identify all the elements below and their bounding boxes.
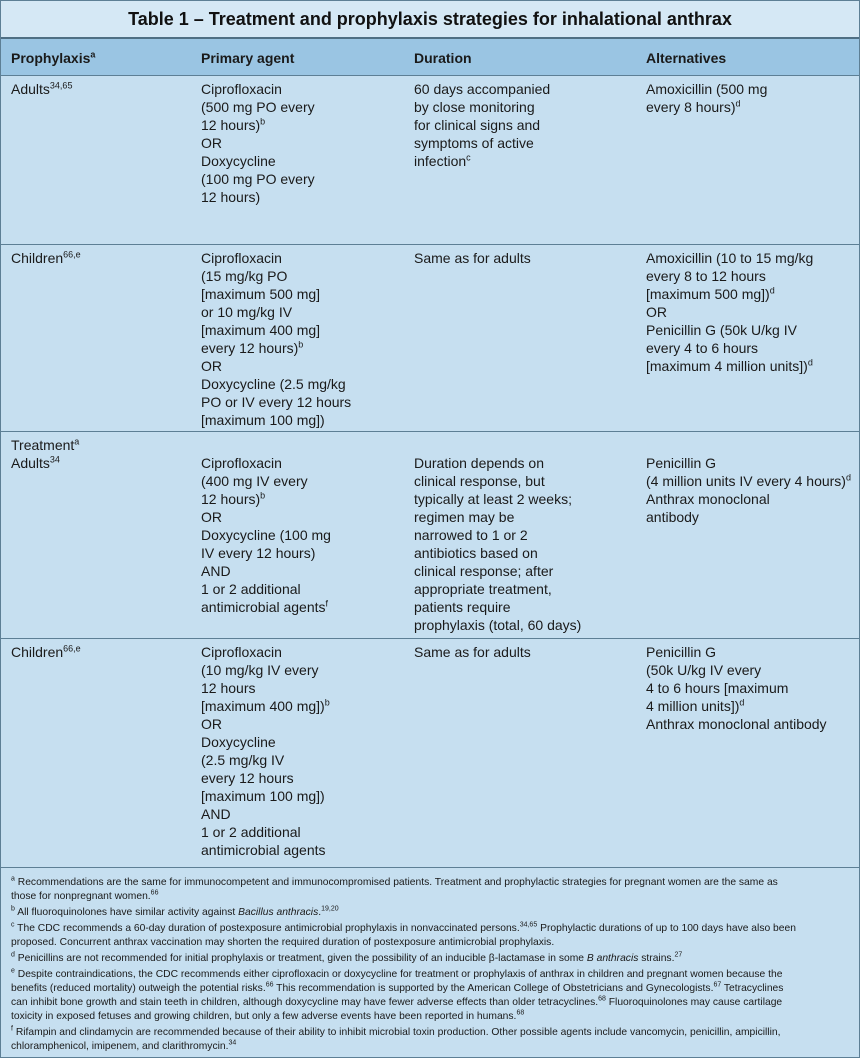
alternatives-line: (50k U/kg IV every (646, 662, 762, 678)
duration-cell (414, 643, 634, 661)
footnote-text: All fluoroquinolones have similar activity against (14, 907, 239, 918)
alternatives-sup: d (735, 98, 741, 109)
primary-line: OR (201, 358, 222, 374)
footnote-ref: 34 (228, 1039, 237, 1047)
primary-line: (2.5 mg/kg IV (201, 752, 285, 768)
primary-line-text: every 12 hours) (201, 340, 299, 356)
header-prophylaxis-sup: a (90, 49, 96, 60)
duration-line: prophylaxis (total, 60 days) (414, 617, 582, 633)
duration-line: patients require (414, 599, 511, 615)
primary-line: Doxycycline (2.5 mg/kg (201, 376, 346, 392)
primary-line: every 12 hours (201, 770, 294, 786)
row-group-sup: 34 (49, 454, 60, 465)
primary-line: [maximum 500 mg] (201, 286, 321, 302)
footnote-line (11, 952, 849, 966)
footnote-italic: B anthracis (586, 953, 639, 964)
primary-line: antimicrobial agents (201, 842, 326, 858)
duration-line: by close monitoring (414, 99, 535, 115)
primary-agent-cell (201, 80, 401, 206)
footnote-line (11, 982, 849, 996)
primary-line: [maximum 400 mg] (201, 322, 321, 338)
primary-line-text: 12 hours) (201, 491, 261, 507)
section-heading-sup: a (74, 436, 80, 447)
primary-line (201, 339, 401, 357)
primary-sup: b (298, 339, 304, 350)
alternatives-cell (646, 249, 851, 375)
duration-line: 60 days accompanied (414, 81, 551, 97)
footnote-d (11, 952, 849, 966)
table-row (1, 76, 859, 245)
alternatives-line-text: every 8 hours) (646, 99, 736, 115)
primary-sup: f (325, 598, 329, 609)
footnote-mark: a (11, 875, 15, 883)
footnote-text: Despite contraindications, the CDC recommends either ciprofloxacin or doxycycline for treatment or prophylaxis of anthrax in children and pregnant women because the (14, 969, 783, 980)
primary-line: [maximum 100 mg]) (201, 788, 325, 804)
primary-line: (500 mg PO every (201, 99, 315, 115)
footnote-ref: 68 (598, 995, 606, 1003)
primary-line: or 10 mg/kg IV (201, 304, 293, 320)
primary-line: IV every 12 hours) (201, 545, 316, 561)
duration-cell (414, 454, 634, 634)
alternatives-line: Amoxicillin (10 to 15 mg/kg (646, 250, 814, 266)
footnote-text: those for nonpregnant women. (11, 891, 151, 902)
duration-line: narrowed to 1 or 2 (414, 527, 528, 543)
footnote-mark: d (11, 951, 15, 959)
row-group (11, 249, 191, 267)
footnote-f (11, 1026, 849, 1054)
section-heading-label: Treatment (11, 437, 75, 453)
footnote-line (11, 1040, 849, 1054)
duration-line: regimen may be (414, 509, 515, 525)
duration-line: Same as for adults (414, 644, 531, 660)
footnote-text: Tetracyclines (721, 983, 784, 994)
duration-line (414, 152, 634, 170)
footnote-ref: 66 (265, 981, 274, 989)
footnote-text: Rifampin and clindamycin are recommended because of their ability to inhibit microbial toxin production. Other possible agents include vancomycin, penicillin, ampicillin, (12, 1027, 781, 1038)
footnote-line (11, 1010, 849, 1024)
footnote-text: toxicity in exposed fetuses and growing children, but only a few adverse events have been reported in humans. (11, 1011, 517, 1022)
duration-line: clinical response, but (414, 473, 545, 489)
alternatives-line: every 8 to 12 hours (646, 268, 766, 284)
footnote-ref: 66 (150, 889, 159, 897)
primary-line: 1 or 2 additional (201, 581, 301, 597)
primary-line (201, 116, 401, 134)
section-heading (11, 436, 191, 454)
primary-line: Ciprofloxacin (201, 644, 282, 660)
footnote-text: The CDC recommends a 60-day duration of postexposure antimicrobial prophylaxis in nonvaccinated persons. (14, 923, 520, 934)
row-group-label: Children (11, 644, 64, 660)
footnotes (1, 868, 859, 1054)
table-row (1, 245, 859, 432)
primary-line: Doxycycline (201, 153, 276, 169)
footnote-a (11, 876, 849, 904)
primary-line (201, 598, 401, 616)
duration-line: Duration depends on (414, 455, 544, 471)
header-primary-agent: Primary agent (201, 50, 295, 66)
footnote-ref: 27 (674, 951, 683, 959)
alternatives-line-text: [maximum 4 million units]) (646, 358, 808, 374)
primary-line-text: [maximum 400 mg]) (201, 698, 325, 714)
footnote-mark: f (11, 1025, 13, 1033)
footnote-line (11, 922, 849, 936)
footnote-text: Recommendations are the same for immunocompetent and immunocompromised patients. Treatment and prophylactic strategies for pregnant women are the same as (14, 877, 778, 888)
header-alternatives: Alternatives (646, 50, 727, 66)
footnote-line (11, 968, 849, 982)
primary-line (201, 490, 401, 508)
primary-line: Ciprofloxacin (201, 81, 282, 97)
primary-line (201, 697, 401, 715)
alternatives-line: Anthrax monoclonal (646, 491, 770, 507)
alternatives-line: Penicillin G (646, 644, 717, 660)
duration-sup: c (466, 152, 471, 163)
footnote-line (11, 996, 849, 1010)
primary-line-text: 12 hours) (201, 117, 261, 133)
primary-line: (100 mg PO every (201, 171, 315, 187)
duration-cell (414, 249, 634, 267)
primary-agent-cell (201, 643, 401, 859)
alternatives-line: OR (646, 304, 667, 320)
footnote-text: Fluoroquinolones may cause cartilage (605, 997, 783, 1008)
primary-line: Ciprofloxacin (201, 455, 282, 471)
footnote-ref: 68 (516, 1009, 525, 1017)
footnote-text: benefits (reduced mortality) outweigh the potential risks. (11, 983, 266, 994)
alternatives-sup: d (807, 357, 813, 368)
footnote-line (11, 906, 849, 920)
alternatives-sup: d (769, 285, 775, 296)
primary-line-text: antimicrobial agents (201, 599, 326, 615)
primary-line: Ciprofloxacin (201, 250, 282, 266)
footnote-c (11, 922, 849, 950)
primary-sup: b (260, 116, 266, 127)
duration-line: typically at least 2 weeks; (414, 491, 572, 507)
footnote-text: . (318, 907, 322, 918)
alternatives-line (646, 472, 851, 490)
alternatives-line: every 4 to 6 hours (646, 340, 759, 356)
footnote-text: Penicillins are not recommended for initial prophylaxis or treatment, given the possibility of an inducible β-lactamase in some (14, 953, 587, 964)
header-prophylaxis (11, 49, 191, 67)
alternatives-line-text: (4 million units IV every 4 hours) (646, 473, 846, 489)
primary-agent-cell (201, 454, 401, 616)
footnote-ref: 19,20 (321, 905, 339, 913)
footnote-ref: 67 (713, 981, 722, 989)
primary-line: (400 mg IV every (201, 473, 308, 489)
alternatives-line: 4 to 6 hours [maximum (646, 680, 789, 696)
footnote-ref: 34,65 (519, 921, 538, 929)
footnote-line (11, 1026, 849, 1040)
alternatives-line (646, 357, 851, 375)
header-row (1, 39, 859, 76)
table-row (1, 639, 859, 868)
alternatives-line (646, 285, 851, 303)
primary-line: OR (201, 716, 222, 732)
alternatives-cell (646, 643, 851, 733)
footnote-e (11, 968, 849, 1024)
duration-line: symptoms of active (414, 135, 534, 151)
primary-line: (15 mg/kg PO (201, 268, 288, 284)
row-group-label: Children (11, 250, 64, 266)
alternatives-line: Anthrax monoclonal antibody (646, 716, 827, 732)
alternatives-line: antibody (646, 509, 699, 525)
duration-line: for clinical signs and (414, 117, 541, 133)
footnote-text: chloramphenicol, imipenem, and clarithromycin. (11, 1041, 229, 1052)
alternatives-sup: d (739, 697, 745, 708)
footnote-line (11, 890, 849, 904)
primary-line: 1 or 2 additional (201, 824, 301, 840)
primary-agent-cell (201, 249, 401, 429)
table-row (1, 432, 859, 639)
primary-sup: b (324, 697, 330, 708)
footnote-text: proposed. Concurrent anthrax vaccination may shorten the required duration of postexposure antimicrobial prophylaxis. (11, 937, 555, 948)
row-group (11, 436, 191, 472)
header-duration: Duration (414, 50, 472, 66)
alternatives-line: Amoxicillin (500 mg (646, 81, 768, 97)
primary-line: [maximum 100 mg]) (201, 412, 325, 428)
footnote-mark: c (11, 921, 15, 929)
row-group (11, 643, 191, 661)
primary-line: AND (201, 563, 231, 579)
primary-line: OR (201, 509, 222, 525)
footnote-mark: e (11, 967, 15, 975)
footnote-text: This recommendation is supported by the American College of Obstetricians and Gynecologists. (273, 983, 714, 994)
duration-line: antibiotics based on (414, 545, 538, 561)
alternatives-line-text: [maximum 500 mg]) (646, 286, 770, 302)
footnote-text: Prophylactic durations of up to 100 days have also been (537, 923, 796, 934)
footnote-italic: Bacillus anthracis (238, 907, 319, 918)
primary-line: Doxycycline (201, 734, 276, 750)
footnote-text: can inhibit bone growth and stain teeth in children, although doxycycline may have fewer adverse effects than older tetracyclines. (11, 997, 599, 1008)
primary-line: PO or IV every 12 hours (201, 394, 352, 410)
footnote-line (11, 876, 849, 890)
alternatives-line: Penicillin G (50k U/kg IV (646, 322, 797, 338)
table-title: Table 1 – Treatment and prophylaxis strategies for inhalational anthrax (1, 1, 859, 39)
primary-line: (10 mg/kg IV every (201, 662, 319, 678)
alternatives-line-text: 4 million units]) (646, 698, 740, 714)
duration-line: appropriate treatment, (414, 581, 552, 597)
footnote-text: strains. (638, 953, 675, 964)
duration-cell (414, 80, 634, 170)
row-group-sup: 66,e (63, 249, 81, 260)
footnote-mark: b (11, 905, 15, 913)
alternatives-line (646, 697, 851, 715)
row-group-label: Adults (11, 455, 50, 471)
header-prophylaxis-label: Prophylaxis (11, 50, 91, 66)
footnote-line (11, 936, 849, 950)
row-group-sup: 34,65 (49, 80, 73, 91)
primary-line: 12 hours (201, 680, 256, 696)
alternatives-sup: d (845, 472, 851, 483)
primary-line: Doxycycline (100 mg (201, 527, 331, 543)
alternatives-line: Penicillin G (646, 455, 717, 471)
primary-line: 12 hours) (201, 189, 261, 205)
duration-line: clinical response; after (414, 563, 554, 579)
primary-line: AND (201, 806, 231, 822)
primary-line: OR (201, 135, 222, 151)
duration-line: Same as for adults (414, 250, 531, 266)
row-group-sup: 66,e (63, 643, 81, 654)
alternatives-cell (646, 80, 851, 116)
alternatives-cell (646, 454, 851, 526)
alternatives-line (646, 98, 851, 116)
primary-sup: b (260, 490, 266, 501)
duration-line-text: infection (414, 153, 467, 169)
row-group-line (11, 454, 191, 472)
row-group-label: Adults (11, 81, 50, 97)
footnote-b (11, 906, 849, 920)
row-group (11, 80, 191, 98)
